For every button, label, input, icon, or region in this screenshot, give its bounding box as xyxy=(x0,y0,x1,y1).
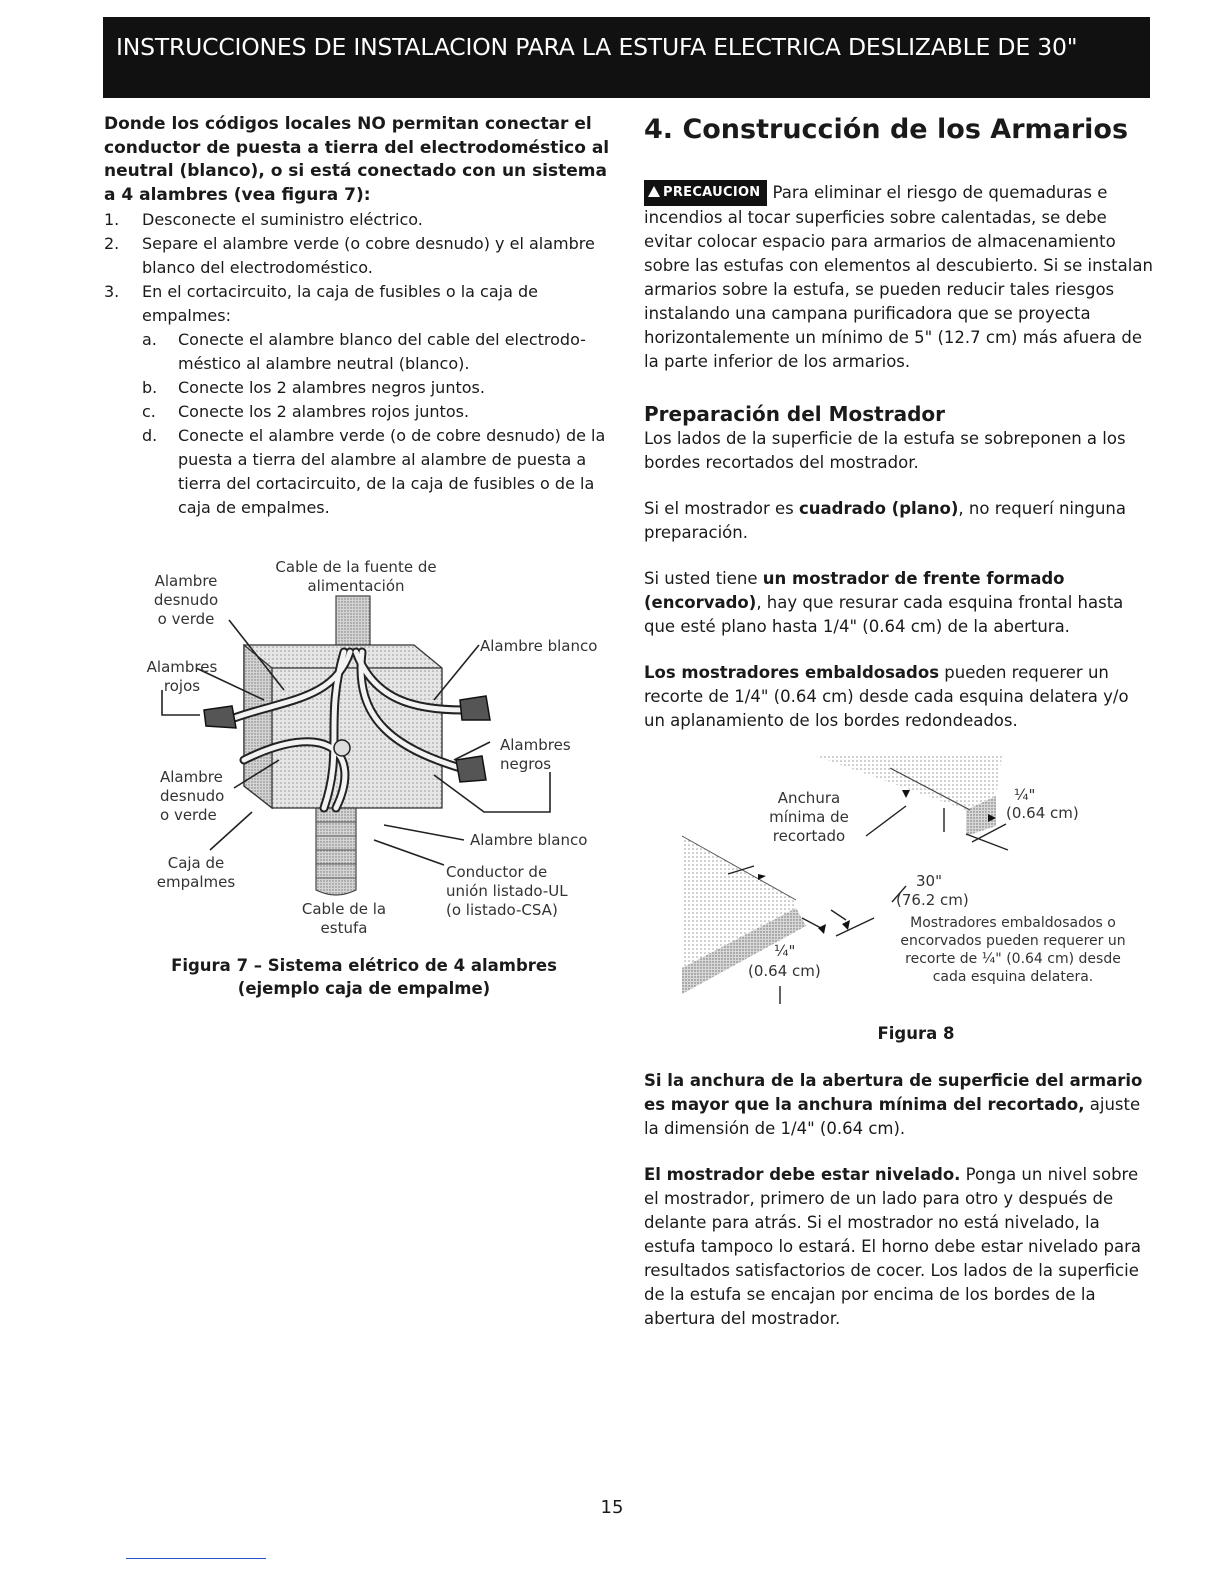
banner-title: INSTRUCCIONES DE INSTALACION PARA LA ESTUFA ELECTRICA DESLIZABLE DE 30" xyxy=(116,33,1078,61)
label-bare-wire-top: Alambre xyxy=(154,572,218,590)
label-tile-note: Mostradores embaldosados o xyxy=(910,915,1116,931)
label-thirty-cm: (76.2 cm) xyxy=(896,891,969,909)
page-number: 15 xyxy=(600,1497,624,1518)
label-cm-top: (0.64 cm) xyxy=(1006,804,1079,822)
section-heading: 4. Construcción de los Armarios xyxy=(644,114,1129,145)
substep-item: d. Conecte el alambre verde (o de cobre desnudo) de la puesta a tierra del alambre al alambre de puesta a tierra del cortacircuito, de la caja de fusibles o de la caja de empalmes. xyxy=(142,426,606,517)
step-item: 2. Separe el alambre verde (o cobre desnudo) y el alambre blanco del electrodoméstico. xyxy=(104,234,595,277)
paragraph: El mostrador debe estar nivelado. Ponga un nivel sobre el mostrador, primero de un lado para otro y después de delante para atrás. Si el mostrador no está nivelado, la estufa tampoco lo estará. El horno debe estar nivelado para resultados satisfactorios de cocer. Los lados de la superficie de la estufa se encajan por encima de los bordes de la abertura del mostrador. xyxy=(644,1165,1142,1328)
warning-icon xyxy=(648,186,660,197)
label-white-wire-bottom: Alambre blanco xyxy=(470,831,588,849)
substep-item: b. Conecte los 2 alambres negros juntos. xyxy=(142,378,485,397)
right-column xyxy=(644,113,1154,733)
label-red-wires: Alambres xyxy=(146,658,218,676)
label-black-wires: Alambres xyxy=(500,736,571,754)
label-supply-cable-2: alimentación xyxy=(307,577,405,595)
label-cm-bottom: (0.64 cm) xyxy=(748,962,821,980)
caution-badge: PRECAUCION xyxy=(644,180,767,206)
page-banner xyxy=(103,17,1150,98)
paragraph: Si el mostrador es cuadrado (plano), no requerí ninguna preparación. xyxy=(644,499,1126,542)
label-white-wire-top: Alambre blanco xyxy=(480,637,598,655)
substep-item: c. Conecte los 2 alambres rojos juntos. xyxy=(142,402,470,421)
step-item: 3. En el cortacircuito, la caja de fusibles o la caja de empalmes: xyxy=(104,282,538,325)
figure-7-caption: Figura 7 – Sistema elétrico de 4 alambres xyxy=(171,956,557,975)
label-bonding-conductor: Conductor de xyxy=(446,863,548,881)
label-supply-cable: Cable de la fuente de xyxy=(275,558,437,576)
left-column xyxy=(104,113,624,520)
label-range-cable: Cable de la xyxy=(301,900,387,918)
substep-item: a. Conecte el alambre blanco del cable del electrodo-méstico al alambre neutral (blanco). xyxy=(142,330,586,373)
label-bare-wire-bottom: Alambre xyxy=(160,768,223,786)
paragraph: Si la anchura de la abertura de superficie del armario es mayor que la anchura mínima del recortado, ajuste la dimensión de 1/4" (0.64 cm). xyxy=(644,1071,1143,1138)
label-min-width: Anchura xyxy=(777,789,841,807)
footer-divider xyxy=(126,1558,266,1559)
step-item: 1. Desconecte el suministro eléctrico. xyxy=(104,210,423,229)
paragraph: Si usted tiene un mostrador de frente formado (encorvado), hay que resurar cada esquina frontal hasta que esté plano hasta 1/4" (0.64 cm) de la abertura. xyxy=(644,569,1124,636)
label-junction-box: Caja de xyxy=(167,854,225,872)
label-thirty-inch: 30" xyxy=(916,872,942,890)
subheading: Preparación del Mostrador xyxy=(644,402,945,426)
label-quarter-inch-bottom: ¼" xyxy=(774,942,796,960)
label-quarter-inch-top: ¼" xyxy=(1014,786,1036,804)
figure-8-caption: Figura 8 xyxy=(877,1024,955,1043)
right-column-lower xyxy=(644,1069,1154,1331)
intro-paragraph: Donde los códigos locales NO permitan conectar el conductor de puesta a tierra del electrodoméstico al neutral (blanco), o si está conectado con un sistema a 4 alambres (vea figura 7): xyxy=(104,114,610,205)
paragraph: Los lados de la superficie de la estufa se sobreponen a los bordes recortados del mostrador. xyxy=(644,429,1126,472)
figure-8: Anchura mínima de recortado ¼" (0.64 cm) 30" (76.2 cm) ¼" (0.64 cm) Mostradores embaldosados o encorvados pueden requerer un recorte de ¼" (0.64 cm) desde cada esquina delatera. Figura 8 xyxy=(676,748,1154,1048)
caution-paragraph: PRECAUCION Para eliminar el riesgo de quemaduras e incendios al tocar superficies sobre calentadas, se debe evitar colocar espacio para armarios de almacenamiento sobre las estufas con elementos al descubierto. Si se instalan armarios sobre la estufa, se pueden reducir tales riesgos instalando una campana purificadora que se proyecta horizontalemente un mínimo de 5" (12.7 cm) más afuera de la parte inferior de los armarios. xyxy=(644,180,1154,374)
figure-7: Cable de la fuente de alimentación Alambre desnudo o verde Alambres rojos Alambre blanco Alambres negros Alambre desnudo o verde Alambre blanco Caja de empalmes Conductor de unión listado-UL (o listado-CSA) Cable de la estufa Figura 7 – Sistema elétrico de 4 alambres (ejemplo caja de empalme) xyxy=(104,550,624,1010)
paragraph: Los mostradores embaldosados pueden requerer un recorte de 1/4" (0.64 cm) desde cada esquina delatera y/o un aplanamiento de los bordes redondeados. xyxy=(644,663,1129,730)
